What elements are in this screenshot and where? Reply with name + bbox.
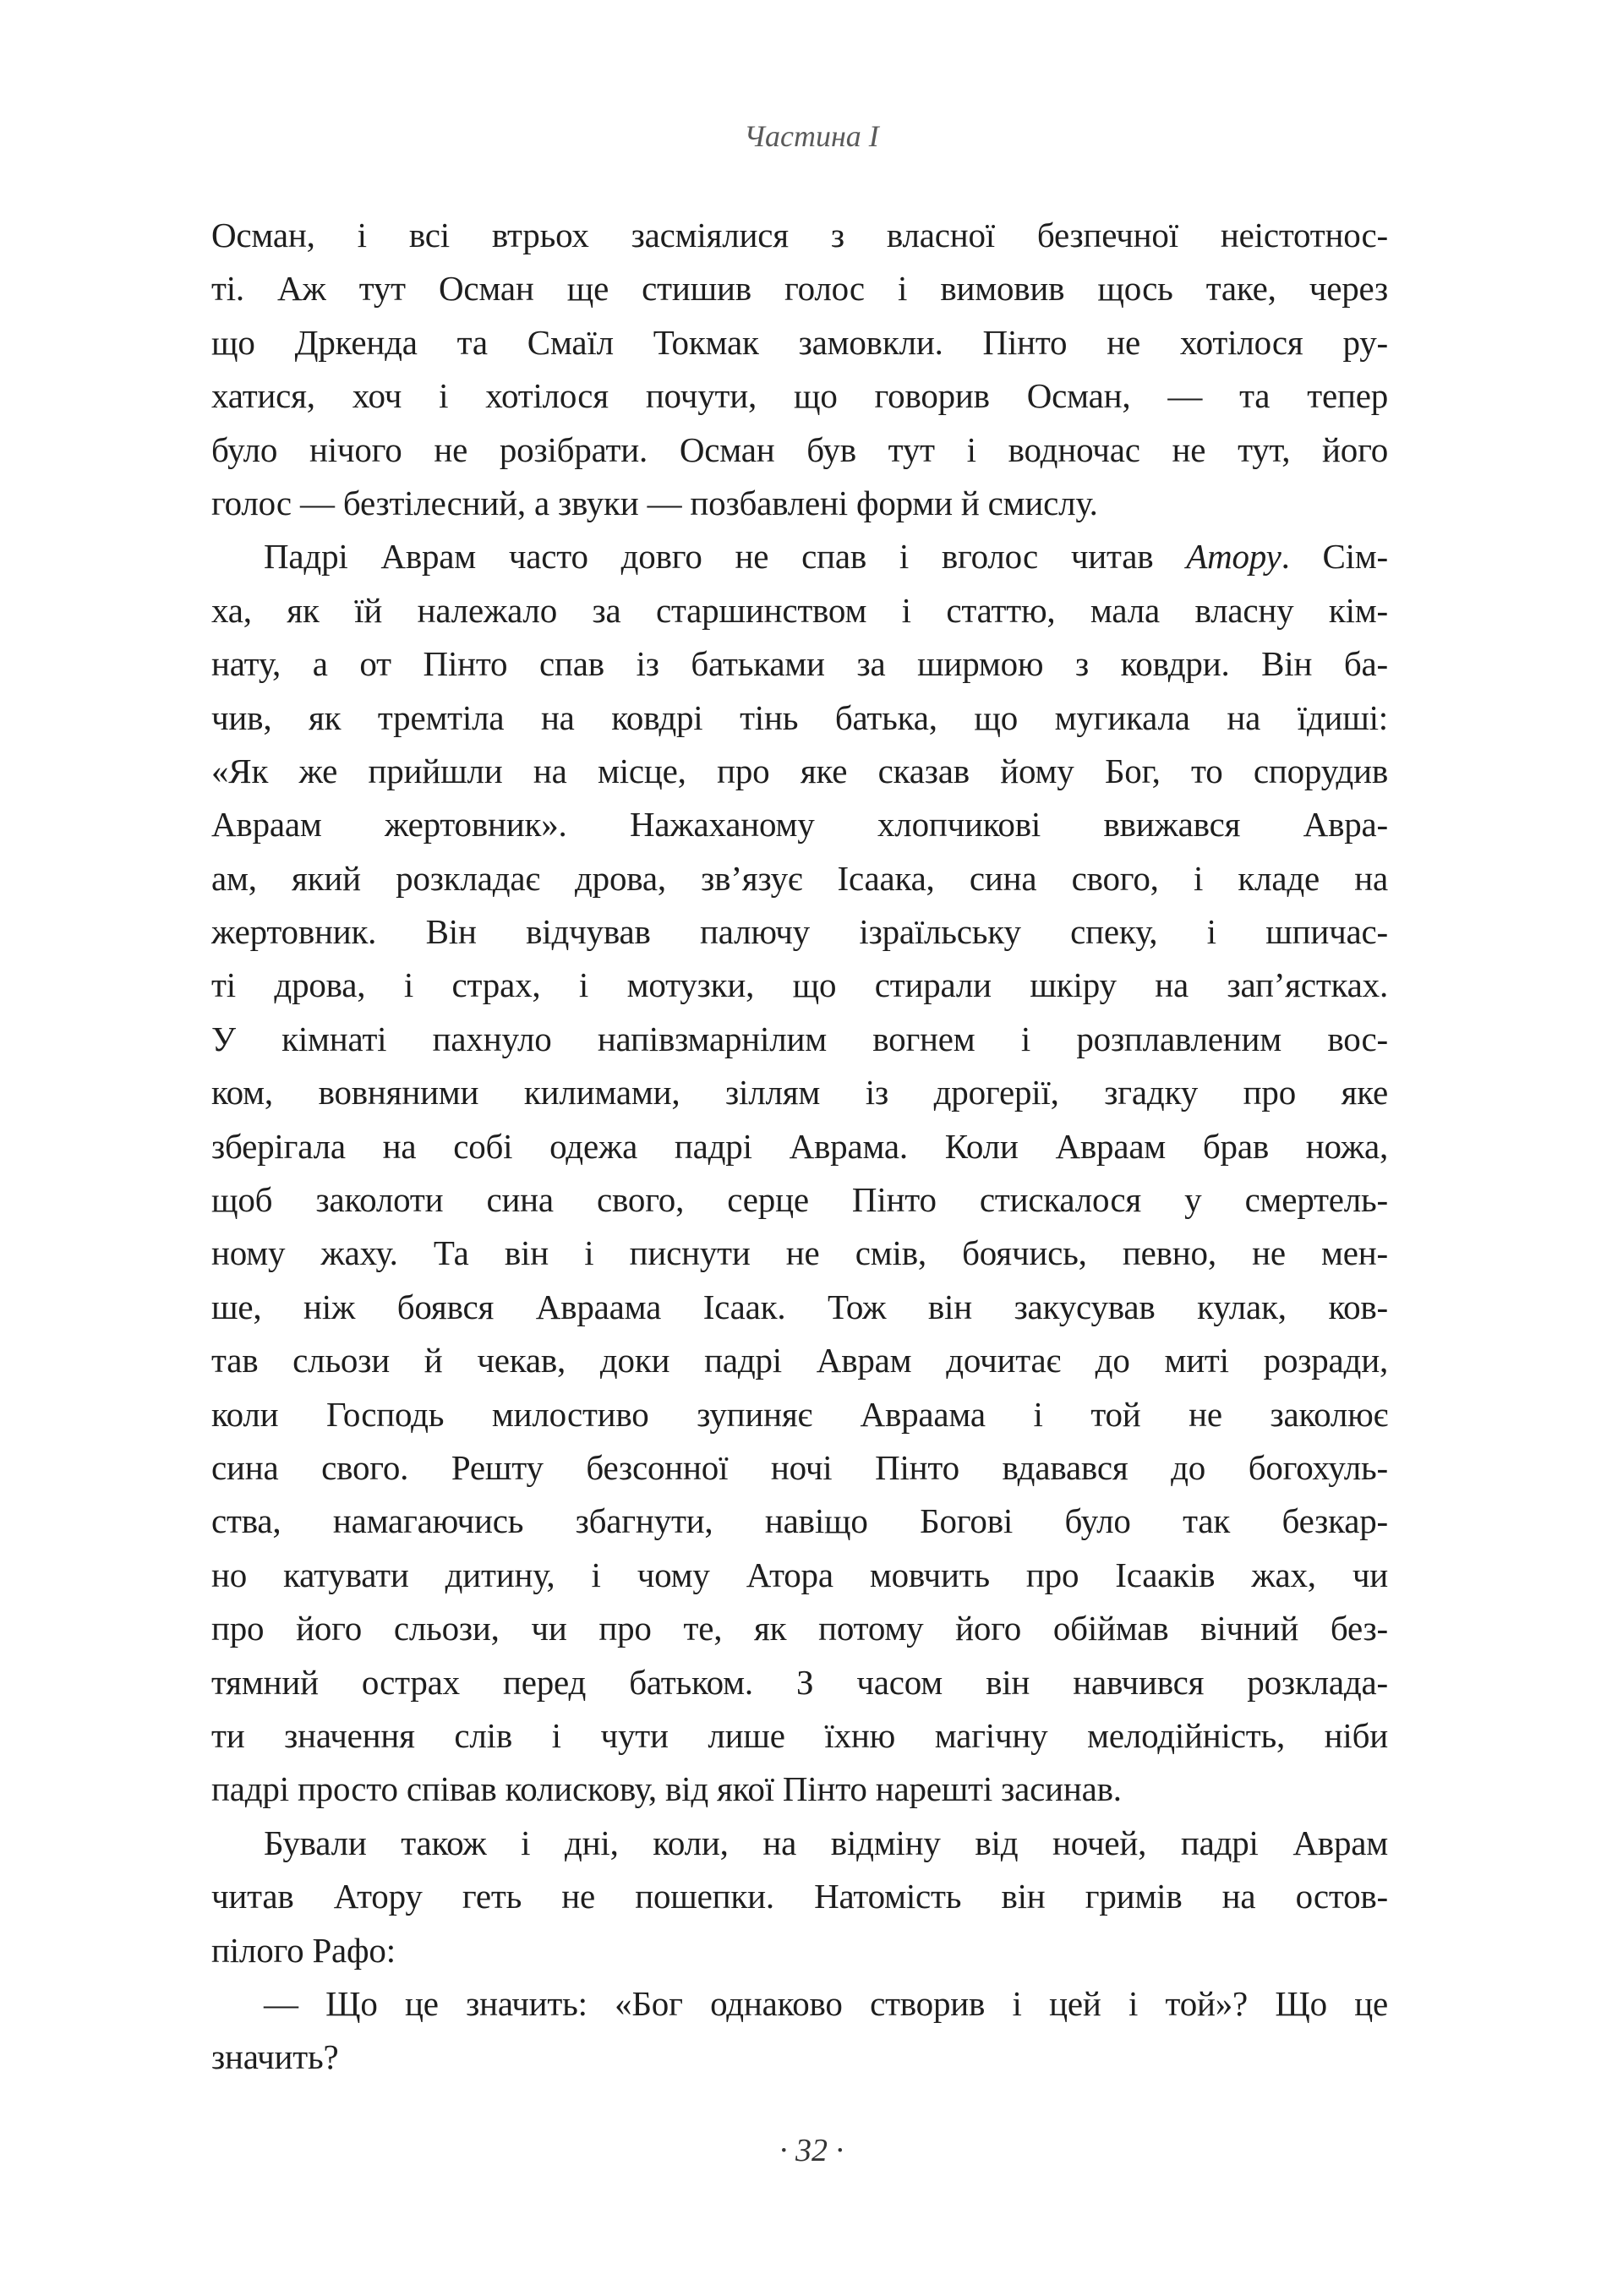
text-line	[211, 1924, 1388, 1977]
paragraph	[211, 209, 1388, 530]
text-line	[211, 530, 1388, 583]
text-line	[211, 692, 1388, 745]
text-segment: «Як же прийшли на місце, про яке сказав йому Бог, то спорудив	[211, 751, 1388, 790]
text-line	[211, 1388, 1388, 1441]
text-segment: голос — безтілесний, а звуки — позбавлені форми й смислу.	[211, 483, 1098, 522]
text-line	[211, 424, 1388, 477]
text-line	[211, 1709, 1388, 1763]
text-line	[211, 637, 1388, 691]
text-segment: було нічого не розібрати. Осман був тут і водночас не тут, його	[211, 429, 1388, 469]
paragraph	[211, 1817, 1388, 1977]
text-line	[211, 1066, 1388, 1119]
text-line	[211, 1763, 1388, 1816]
text-segment: ства, намагаючись збагнути, навіщо Богові було так безкар-	[211, 1501, 1388, 1541]
text-line	[211, 1870, 1388, 1923]
text-line	[211, 905, 1388, 959]
text-line	[211, 209, 1388, 262]
text-line	[211, 798, 1388, 851]
text-line	[211, 745, 1388, 798]
text-segment: — Що це значить: «Бог однаково створив і цей і той»? Що це	[264, 1983, 1388, 2023]
text-segment: Осман, і всі втрьох засміялися з власної безпечної неістотнос-	[211, 216, 1388, 254]
running-head: Частина I	[744, 119, 879, 153]
text-segment: Авраам жертовник». Нажаханому хлопчикові ввижався Авра-	[211, 805, 1388, 845]
text-line	[211, 1120, 1388, 1173]
text-segment: Падрі Аврам часто довго не спав і вголос читав	[264, 537, 1187, 577]
text-segment: тав сльози й чекав, доки падрі Аврам дочитає до миті розради,	[211, 1341, 1388, 1380]
text-line	[211, 316, 1388, 369]
text-segment: ха, як їй належало за старшинством і статтю, мала власну кім-	[211, 590, 1388, 630]
text-line	[211, 369, 1388, 423]
text-segment: щоб заколоти сина свого, серце Пінто стискалося у смертель-	[211, 1180, 1388, 1220]
text-segment: Бували також і дні, коли, на відміну від ночей, падрі Аврам	[264, 1823, 1388, 1862]
text-segment: про його сльози, чи про те, як потому його обіймав вічний без-	[211, 1609, 1388, 1648]
text-segment: ті дрова, і страх, і мотузки, що стирали шкіру на зап’ястках.	[211, 965, 1388, 1005]
text-segment: хатися, хоч і хотілося почути, що говорив Осман, — та тепер	[211, 376, 1388, 416]
text-segment: ти значення слів і чути лише їхню магічну мелодійність, ніби	[211, 1715, 1388, 1755]
text-line	[211, 1656, 1388, 1709]
body-text	[211, 209, 1388, 2085]
text-segment: сина свого. Решту безсонної ночі Пінто вдавався до богохуль-	[211, 1447, 1388, 1487]
text-line	[211, 584, 1388, 637]
text-segment: що Дркенда та Смаїл Токмак замовкли. Пінто не хотілося ру-	[211, 322, 1388, 362]
text-line	[211, 852, 1388, 905]
text-segment: но катувати дитину, і чому Атора мовчить про Ісааків жах, чи	[211, 1555, 1388, 1594]
text-segment: падрі просто співав колискову, від якої Пінто нарешті засинав.	[211, 1769, 1122, 1809]
text-segment: зберігала на собі одежа падрі Аврама. Коли Авраам брав ножа,	[211, 1126, 1388, 1166]
text-segment: У кімнаті пахнуло напівзмарнілим вогнем і розплавленим вос-	[211, 1019, 1388, 1058]
text-line	[211, 1013, 1388, 1066]
text-line	[211, 959, 1388, 1012]
text-segment: коли Господь милостиво зупиняє Авраама і той не заколює	[211, 1394, 1388, 1434]
text-line	[211, 1817, 1388, 1870]
text-line	[211, 1281, 1388, 1334]
text-line	[211, 1977, 1388, 2031]
text-segment: . Сім-	[1281, 537, 1389, 577]
text-line	[211, 1441, 1388, 1495]
text-segment: ному жаху. Та він і писнути не смів, боячись, певно, не мен-	[211, 1233, 1388, 1273]
text-line	[211, 1334, 1388, 1387]
text-line	[211, 477, 1388, 530]
paragraph	[211, 530, 1388, 1816]
text-line	[211, 1549, 1388, 1602]
text-segment: ком, вовняними килимами, зіллям із дрогерії, згадку про яке	[211, 1073, 1388, 1112]
text-line	[211, 262, 1388, 315]
text-segment: ше, ніж боявся Авраама Ісаак. Тож він закусував кулак, ков-	[211, 1287, 1388, 1326]
text-line	[211, 1227, 1388, 1280]
text-segment: пілого Рафо:	[211, 1930, 396, 1970]
text-segment: читав Атору геть не пошепки. Натомість він гримів на остов-	[211, 1877, 1388, 1916]
italic-text: Атору	[1186, 537, 1281, 577]
paragraph	[211, 1977, 1388, 2085]
text-line	[211, 1495, 1388, 1548]
page-number: · 32 ·	[779, 2133, 844, 2168]
text-segment: чив, як тремтіла на ковдрі тінь батька, що мугикала на їдиші:	[211, 697, 1388, 737]
text-segment: нату, а от Пінто спав із батьками за ширмою з ковдри. Він ба-	[211, 644, 1388, 684]
text-segment: ті. Аж тут Осман ще стишив голос і вимовив щось таке, через	[211, 269, 1388, 309]
text-segment: жертовник. Він відчував палючу ізраїльську спеку, і шпичас-	[211, 912, 1388, 952]
text-segment: значить?	[211, 2037, 339, 2077]
text-segment: тямний острах перед батьком. З часом він навчився розклада-	[211, 1662, 1388, 1702]
text-line	[211, 1173, 1388, 1227]
text-line	[211, 2031, 1388, 2084]
text-segment: ам, який розкладає дрова, зв’язує Ісаака, сина свого, і кладе на	[211, 858, 1388, 898]
text-line	[211, 1602, 1388, 1655]
